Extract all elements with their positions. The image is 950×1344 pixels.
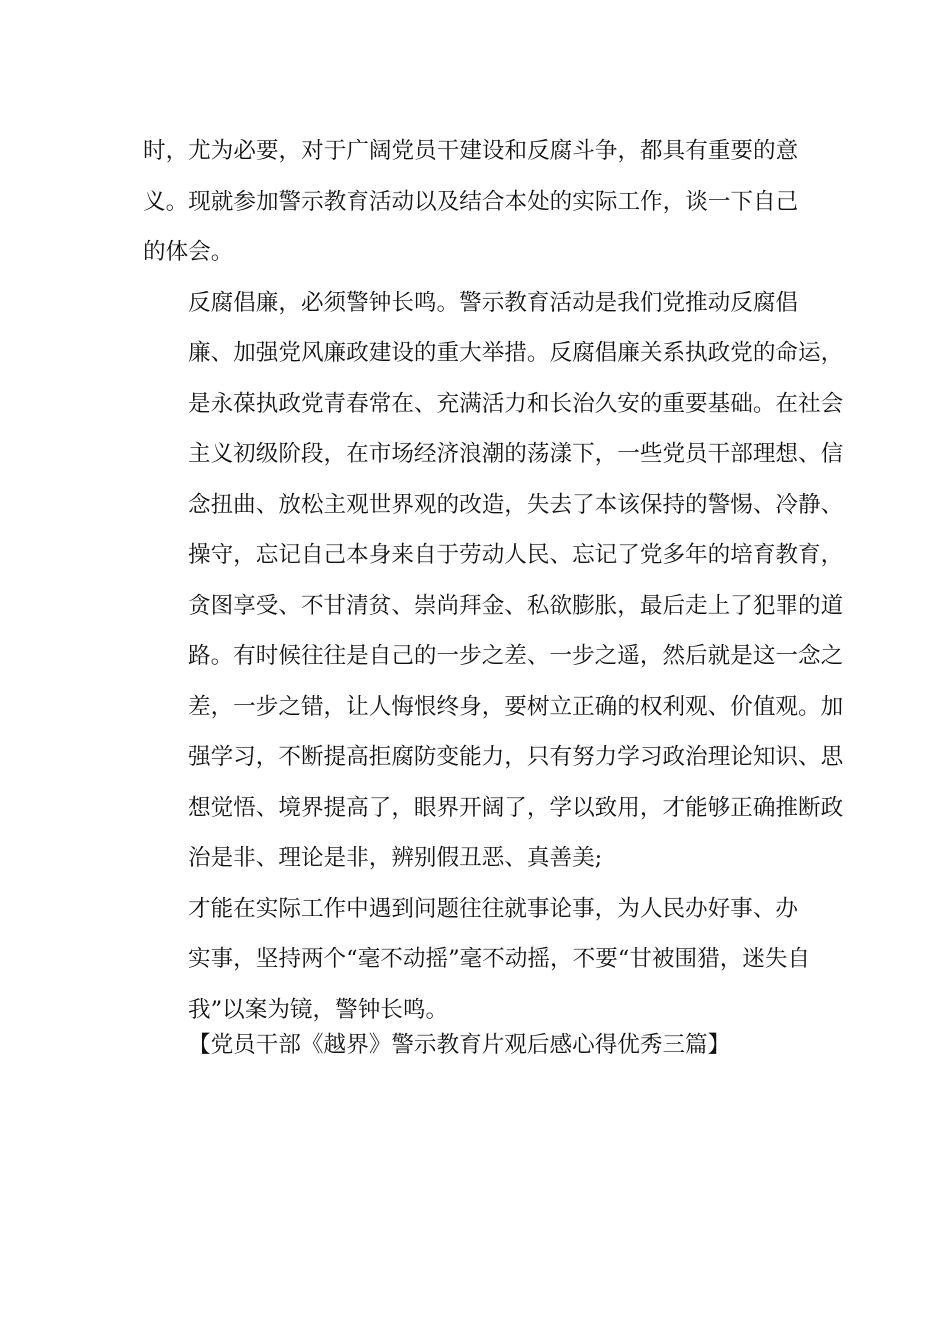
text-line: 路。有时候往往是自己的一步之差、一步之遥，然后就是这一念之 xyxy=(188,643,844,669)
text-line: 廉、加强党风廉政建设的重大举措。反腐倡廉关系执政党的命运， xyxy=(188,340,844,366)
text-line: 是永葆执政党青春常在、充满活力和长治久安的重要基础。在社会 xyxy=(188,390,844,417)
paragraph-intro xyxy=(143,126,808,278)
text-line: 操守，忘记自己本身来自于劳动人民、忘记了党多年的培育教育， xyxy=(188,542,844,568)
text-line: 时，尤为必要，对于广阔党员干建设和反腐斗争，都具有重要的意 xyxy=(143,138,799,164)
text-line: 差，一步之错，让人悔恨终身，要树立正确的权利观、价值观。加 xyxy=(188,693,844,720)
document-body xyxy=(143,126,844,1035)
text-line: 我”以案为镜，警钟长鸣。 xyxy=(188,996,449,1023)
text-line: 义。现就参加警示教育活动以及结合本处的实际工作，谈一下自己 xyxy=(143,188,799,215)
text-line: 治是非、理论是非，辨别假丑恶、真善美; xyxy=(188,845,603,871)
text-line: 的体会。 xyxy=(143,239,234,265)
text-line: 想觉悟、境界提高了，眼界开阔了，学以致用，才能够正确推断政 xyxy=(188,794,844,821)
text-line: 强学习，不断提高拒腐防变能力，只有努力学习政治理论知识、思 xyxy=(188,744,844,770)
paragraph-anti-corruption xyxy=(143,278,844,884)
closing-title: 【党员干部《越界》警示教育片观后感心得优秀三篇】 xyxy=(188,1032,731,1058)
paragraph-practical-work xyxy=(143,884,811,1036)
text-line: 反腐倡廉，必须警钟长鸣。警示教育活动是我们党推动反腐倡 xyxy=(188,289,799,316)
text-line: 主义初级阶段，在市场经济浪潮的荡漾下，一些党员干部理想、信 xyxy=(188,441,844,467)
text-line: 才能在实际工作中遇到问题往往就事论事，为人民办好事、办 xyxy=(188,895,799,922)
text-line: 贪图享受、不甘清贫、崇尚拜金、私欲膨胀，最后走上了犯罪的道 xyxy=(188,592,844,619)
text-line: 实事，坚持两个“毫不动摇”毫不动摇，不要“甘被围猎，迷失自 xyxy=(188,946,811,972)
text-line: 念扭曲、放松主观世界观的改造，失去了本该保持的警惕、冷静、 xyxy=(188,491,844,518)
